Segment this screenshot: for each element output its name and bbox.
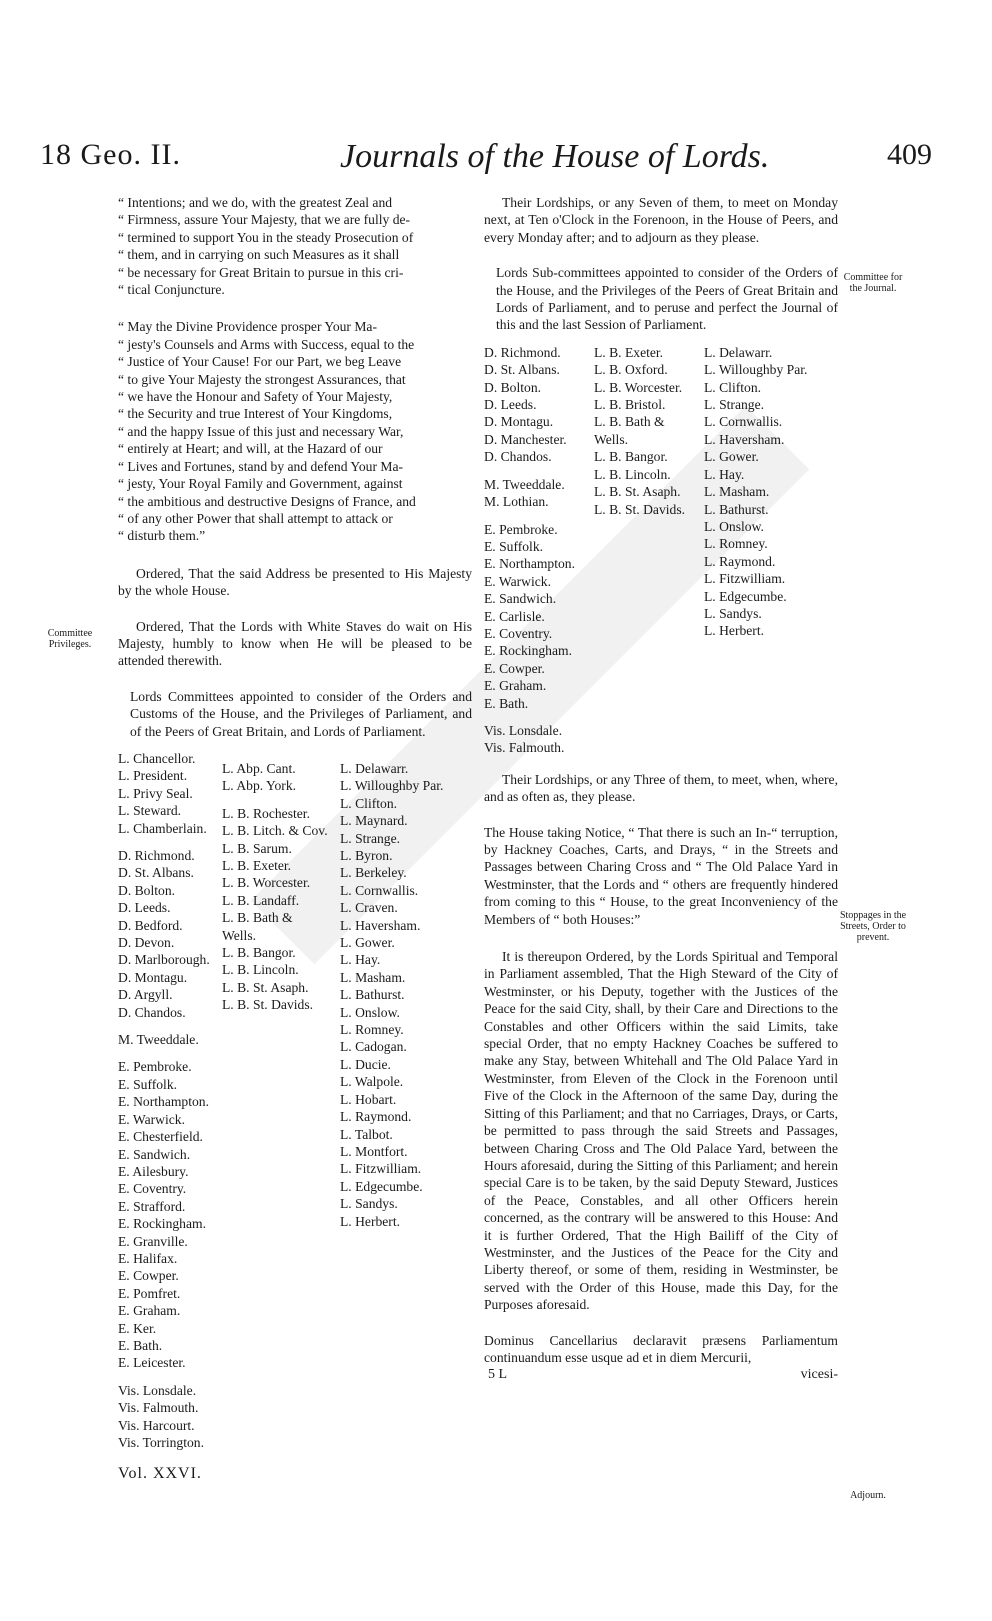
margin-note-journal: Committee for the Journal. [843, 272, 903, 294]
peer-name: L. Walpole. [340, 1074, 404, 1090]
quote-line: “ the ambitious and destructive Designs of France, and [118, 493, 416, 509]
peer-name: E. Leicester. [118, 1355, 186, 1371]
quote-line: “ and the happy Issue of this just and necessary War, [118, 423, 404, 439]
peer-name: L. Cornwallis. [704, 414, 783, 430]
spacer [222, 795, 340, 805]
peer-name: L. Gower. [340, 935, 395, 951]
peer-name: L. Fitzwilliam. [704, 571, 786, 587]
peer-name: D. Leeds. [484, 397, 537, 413]
committee-meeting-note: Their Lordships, or any Seven of them, to meet on Monday next, at Ten o'Clock in the Forenoon, in the House of Peers, and every Monday after; and to adjourn as they please. [484, 195, 838, 245]
stoppages-notice: The House taking Notice, “ That there is such an In-“ terruption, by Hackney Coaches, Carts, and Drays, “ in the Streets and Passages between Charing Cross and “ The Old Palace Yard in Westminster, that the Lords and “ others are frequently hindered from coming to this “ House, to the great Inconveniency of the Members of “ both Houses:” [484, 824, 838, 927]
peer-name: L. Bathurst. [704, 501, 769, 517]
peer-name: D. Bedford. [118, 917, 183, 933]
quote-line: “ disturb them.” [118, 528, 206, 544]
peer-name: L. Cornwallis. [340, 882, 419, 898]
peer-name: M. Lothian. [484, 494, 549, 510]
peer-name: L. B. Worcester. [222, 875, 311, 891]
peer-name: L. Edgecumbe. [704, 588, 787, 604]
peer-name: L. Edgecumbe. [340, 1178, 423, 1194]
peer-name: Wells. [594, 431, 629, 447]
sub-committee-heading: Lords Sub-committees appointed to consider of the Orders of the House, and the Privileges of the Peers of Great Britain and Lords of Parliament, and to peruse and perfect the Journal of this and the last Session of Parliament. [496, 265, 838, 333]
spacer [484, 466, 594, 476]
peer-name: Vis. Lonsdale. [118, 1382, 197, 1398]
peer-name: L. Montfort. [340, 1143, 408, 1159]
page-number: 409 [887, 138, 932, 171]
right-column [484, 194, 838, 1384]
peer-name: D. St. Albans. [484, 362, 560, 378]
peer-name: L. Craven. [340, 900, 398, 916]
peer-name: E. Suffolk. [484, 538, 544, 554]
peer-name: L. B. Oxford. [594, 362, 668, 378]
peer-name: L. B. Exeter. [594, 344, 664, 360]
peer-name: L. Masham. [704, 484, 770, 500]
sub-committee-meeting-note: Their Lordships, or any Three of them, to meet, when, where, and as often as, they please. [484, 771, 838, 805]
peer-name: E. Pembroke. [118, 1059, 192, 1075]
page-header [40, 138, 932, 178]
peer-name: E. Bath. [118, 1337, 163, 1353]
spacer [118, 1048, 222, 1058]
sub-committee-members [484, 344, 838, 757]
peer-name: L. Bathurst. [340, 987, 405, 1003]
quote-line: “ tical Conjuncture. [118, 282, 225, 298]
peer-name: E. Northampton. [484, 556, 575, 572]
peer-name: E. Ker. [118, 1320, 157, 1336]
peer-name: L. Onslow. [704, 518, 764, 534]
committee-heading: Lords Committees appointed to consider of the Orders and Customs of the House, and the Privileges of Parliament, and of the Peers of Great Britain, and Lords of Parliament. [130, 688, 472, 739]
peer-name: Wells. [222, 927, 257, 943]
left-column [118, 194, 472, 1483]
header-regnal-year: 18 Geo. II. [40, 138, 181, 171]
quote-line: “ to give Your Majesty the strongest Assurances, that [118, 371, 406, 387]
peer-name: L. Hobart. [340, 1091, 397, 1107]
quote-line: “ Intentions; and we do, with the greatest Zeal and [118, 195, 393, 210]
peer-name: Vis. Falmouth. [484, 740, 565, 756]
quote-line: “ Lives and Fortunes, stand by and defend Your Ma- [118, 458, 404, 474]
peer-name: L. Privy Seal. [118, 785, 193, 801]
volume-label: Vol. XXVI. [118, 1465, 202, 1483]
adjournment-text: Dominus Cancellarius declaravit præsens Parliamentum continuandum esse usque ad et in diem Mercurii, [484, 1332, 838, 1365]
peer-name: L. Talbot. [340, 1126, 393, 1142]
peer-name: E. Bath. [484, 695, 529, 711]
spacer [222, 750, 340, 760]
peer-name: L. Willoughby Par. [340, 778, 444, 794]
names-column-3 [704, 344, 834, 757]
peer-name: M. Tweeddale. [484, 476, 565, 492]
peer-name: L. Sandys. [704, 605, 762, 621]
names-column-2 [222, 750, 340, 1451]
peer-name: E. Rockingham. [118, 1216, 206, 1232]
peer-name: L. Clifton. [340, 795, 398, 811]
peer-name: E. Warwick. [118, 1111, 185, 1127]
peer-name: E. Halifax. [118, 1250, 178, 1266]
peer-name: L. Romney. [704, 536, 768, 552]
peer-name: L. Cadogan. [340, 1039, 407, 1055]
peer-name: D. Chandos. [484, 449, 552, 465]
quote-line: “ termined to support You in the steady Prosecution of [118, 229, 414, 245]
peer-name: E. Granville. [118, 1233, 188, 1249]
peer-name: L. B. Landaff. [222, 892, 300, 908]
margin-note-adjourn: Adjourn. [850, 1490, 886, 1501]
quote-line: “ of any other Power that shall attempt to attack or [118, 510, 393, 526]
peer-name: E. Sandwich. [484, 591, 557, 607]
peer-name: D. St. Albans. [118, 865, 194, 881]
peer-name: E. Warwick. [484, 573, 551, 589]
peer-name: D. Bolton. [118, 882, 176, 898]
order-white-staves: Ordered, That the Lords with White Staves do wait on His Majesty, humbly to know when He will be pleased to be attended therewith. [118, 618, 472, 669]
peer-name: L. Haversham. [704, 431, 785, 447]
peer-name: L. Sandys. [340, 1196, 398, 1212]
address-quote-1 [118, 194, 472, 298]
quote-line: “ the Security and true Interest of Your Kingdoms, [118, 406, 393, 422]
peer-name: D. Leeds. [118, 900, 171, 916]
spacer [118, 837, 222, 847]
peer-name: L. Chancellor. [118, 750, 196, 766]
peer-name: M. Tweeddale. [118, 1032, 199, 1048]
peer-name: D. Chandos. [118, 1004, 186, 1020]
peer-name: L. Abp. Cant. [222, 760, 296, 776]
spacer [118, 1372, 222, 1382]
stoppages-order: It is thereupon Ordered, by the Lords Spiritual and Temporal in Parliament assembled, That the High Steward of the City of Westminster, or his Deputy, together with the Justices of the Peace for the said City, shall, by their Care and Directions to the Constables and other Officers within the said Limits, take special Order, that no empty Hackney Coaches be suffered to make any Stay, between Whitehall and The Old Palace Yard in Westminster, from Eleven of the Clock in the Forenoon until Five of the Clock in the Afternoon of the same Day, during the Sitting of this Parliament; and that no Carriages, Drays, or Carts, be permitted to pass through the said Streets and Passages, between Charing Cross and The Old Palace Yard, between the Hours aforesaid, during the Sitting of this Parliament; and herein special Care is to be taken, by the said Deputy Steward, Justices of the Peace, Constables, and all other Officers herein concerned, as the contrary will be answered to this House: And it is further Ordered, That the High Bailiff of the City of Westminster, and the Justices of the Peace for the City and Liberty thereof, or some of them, residing in Westminster, be served with the Order of this House, made this Day, for the Purposes aforesaid. [484, 949, 838, 1313]
peer-name: L. B. St. Asaph. [594, 484, 681, 500]
peer-name: D. Montagu. [484, 414, 554, 430]
peer-name: L. Willoughby Par. [704, 362, 808, 378]
peer-name: L. Byron. [340, 848, 393, 863]
peer-name: E. Cowper. [484, 660, 545, 676]
margin-note-privileges: Committee Privileges. [47, 628, 93, 650]
peer-name: L. Abp. York. [222, 778, 297, 794]
quote-line: “ entirely at Heart; and will, at the Hazard of our [118, 441, 383, 457]
peer-name: L. Clifton. [704, 379, 762, 395]
peer-name: E. Ailesbury. [118, 1163, 189, 1179]
peer-name: D. Richmond. [484, 344, 561, 360]
names-column-2 [594, 344, 704, 757]
peer-name: L. B. Lincoln. [222, 962, 299, 978]
peer-name: D. Marlborough. [118, 952, 210, 968]
quote-line: “ we have the Honour and Safety of Your Majesty, [118, 389, 393, 405]
quote-line: “ jesty, Your Royal Family and Government, against [118, 476, 403, 492]
names-column-1 [118, 750, 222, 1451]
peer-name: L. Gower. [704, 449, 759, 465]
peer-name: L. B. Bath & [594, 414, 665, 430]
peer-name: E. Suffolk. [118, 1076, 178, 1092]
peer-name: L. B. St. Davids. [222, 997, 314, 1013]
peer-name: L. Raymond. [704, 553, 776, 569]
peer-name: L. B. Sarum. [222, 840, 292, 856]
peer-name: Vis. Lonsdale. [484, 722, 563, 738]
peer-name: E. Northampton. [118, 1094, 209, 1110]
peer-name: L. Delawarr. [340, 760, 409, 776]
peer-name: D. Montagu. [118, 969, 188, 985]
signature-mark: 5 L [488, 1367, 508, 1383]
peer-name: E. Sandwich. [118, 1146, 191, 1162]
peer-name: L. B. St. Davids. [594, 501, 686, 517]
peer-name: L. Fitzwilliam. [340, 1161, 422, 1177]
peer-name: E. Pomfret. [118, 1285, 181, 1301]
spacer [118, 1021, 222, 1031]
header-title: Journals of the House of Lords. [340, 138, 770, 175]
peer-name: L. Chamberlain. [118, 820, 207, 836]
peer-name: L. Strange. [340, 830, 401, 846]
peer-name: L. Herbert. [340, 1213, 401, 1229]
peer-name: L. Haversham. [340, 917, 421, 933]
peer-name: E. Cowper. [118, 1268, 179, 1284]
peer-name: Vis. Falmouth. [118, 1400, 199, 1416]
quote-line: “ be necessary for Great Britain to pursue in this cri- [118, 264, 404, 280]
peer-name: L. B. Bangor. [594, 449, 668, 465]
quote-line: “ Firmness, assure Your Majesty, that we are fully de- [118, 212, 411, 228]
peer-name: E. Rockingham. [484, 643, 572, 659]
quote-line: “ May the Divine Providence prosper Your Ma- [118, 319, 377, 335]
peer-name: L. B. Bath & [222, 910, 293, 926]
order-presented: Ordered, That the said Address be presented to His Majesty by the whole House. [118, 565, 472, 599]
peer-name: E. Coventry. [484, 625, 553, 641]
peer-name: D. Bolton. [484, 379, 542, 395]
peer-name: E. Coventry. [118, 1181, 187, 1197]
peer-name: L. B. Lincoln. [594, 466, 671, 482]
peer-name: L. President. [118, 768, 188, 784]
quote-line: “ jesty's Counsels and Arms with Success, equal to the [118, 336, 415, 352]
peer-name: E. Graham. [484, 678, 547, 694]
peer-name: L. Delawarr. [704, 344, 773, 360]
peer-name: Vis. Harcourt. [118, 1417, 195, 1433]
peer-name: L. Berkeley. [340, 865, 407, 881]
peer-name: L. Maynard. [340, 813, 408, 829]
peer-name: E. Strafford. [118, 1198, 186, 1214]
spacer [484, 511, 594, 521]
peer-name: E. Graham. [118, 1303, 181, 1319]
names-column-3 [340, 750, 460, 1451]
margin-note-stoppages: Stoppages in the Streets, Order to prevent. [839, 910, 907, 943]
peer-name: D. Richmond. [118, 848, 195, 863]
peer-name: L. Masham. [340, 969, 406, 985]
quote-line: “ Justice of Your Cause! For our Part, we beg Leave [118, 354, 402, 370]
peer-name: L. B. Bangor. [222, 945, 296, 961]
peer-name: L. B. St. Asaph. [222, 979, 309, 995]
peer-name: L. B. Rochester. [222, 805, 310, 821]
spacer [340, 750, 460, 760]
peer-name: D. Devon. [118, 935, 175, 951]
quote-line: “ them, and in carrying on such Measures as it shall [118, 247, 400, 263]
peer-name: L. B. Litch. & Cov. [222, 823, 328, 839]
spacer [484, 712, 594, 722]
peer-name: D. Argyll. [118, 987, 173, 1003]
peer-name: L. B. Worcester. [594, 379, 683, 395]
peer-name: L. Hay. [340, 952, 381, 968]
peer-name: E. Chesterfield. [118, 1129, 203, 1145]
peer-name: L. B. Bristol. [594, 397, 666, 413]
names-column-1 [484, 344, 594, 757]
peer-name: L. Hay. [704, 466, 745, 482]
peer-name: D. Manchester. [484, 431, 567, 447]
committee-members [118, 750, 472, 1451]
peer-name: L. Ducie. [340, 1056, 391, 1072]
peer-name: L. Raymond. [340, 1109, 412, 1125]
peer-name: L. Herbert. [704, 623, 765, 639]
catchword: vicesi- [800, 1367, 838, 1383]
peer-name: L. Strange. [704, 397, 765, 413]
peer-name: L. Romney. [340, 1022, 404, 1038]
address-quote-2 [118, 318, 472, 544]
peer-name: E. Carlisle. [484, 608, 545, 624]
peer-name: L. B. Exeter. [222, 858, 292, 873]
peer-name: L. Steward. [118, 803, 182, 819]
peer-name: E. Pembroke. [484, 521, 558, 537]
peer-name: L. Onslow. [340, 1004, 400, 1020]
peer-name: Vis. Torrington. [118, 1435, 204, 1450]
